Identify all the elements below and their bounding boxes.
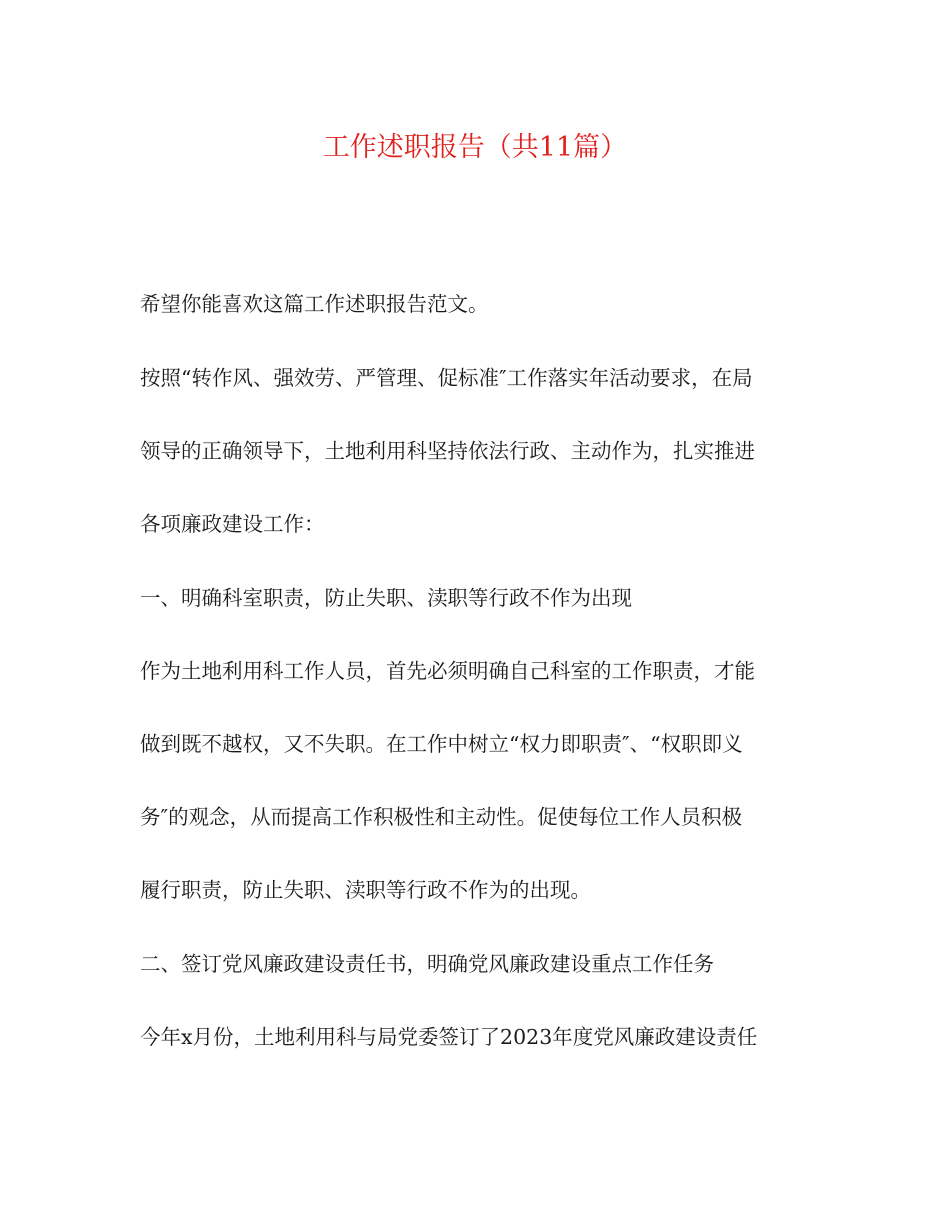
paragraph-line: 希望你能喜欢这篇工作述职报告范文。 [140, 292, 489, 316]
section-heading: 二、签订党风廉政建设责任书，明确党风廉政建设重点工作任务 [140, 952, 714, 976]
paragraph-line: 领导的正确领导下，土地利用科坚持依法行政、主动作为，扎实推进 [140, 439, 755, 463]
paragraph-line: 按照“转作风、强效劳、严管理、促标准″工作落实年活动要求，在局 [140, 366, 753, 390]
paragraph-line: 作为土地利用科工作人员，首先必须明确自己科室的工作职责，才能 [140, 659, 755, 683]
paragraph-line: 各项廉政建设工作： [140, 512, 325, 536]
paragraph-line: 履行职责，防止失职、渎职等行政不作为的出现。 [140, 878, 591, 902]
document-title: 工作述职报告（共11篇） [322, 132, 628, 163]
paragraph-line: 做到既不越权，又不失职。在工作中树立“权力即职责″、“权职即义 [140, 732, 743, 756]
section-heading: 一、明确科室职责，防止失职、渎职等行政不作为出现 [140, 586, 632, 610]
paragraph-line: 今年x月份，土地利用科与局党委签订了2023年度党风廉政建设责任 [140, 1025, 758, 1049]
paragraph-line: 务″的观念，从而提高工作积极性和主动性。促使每位工作人员积极 [140, 805, 743, 829]
